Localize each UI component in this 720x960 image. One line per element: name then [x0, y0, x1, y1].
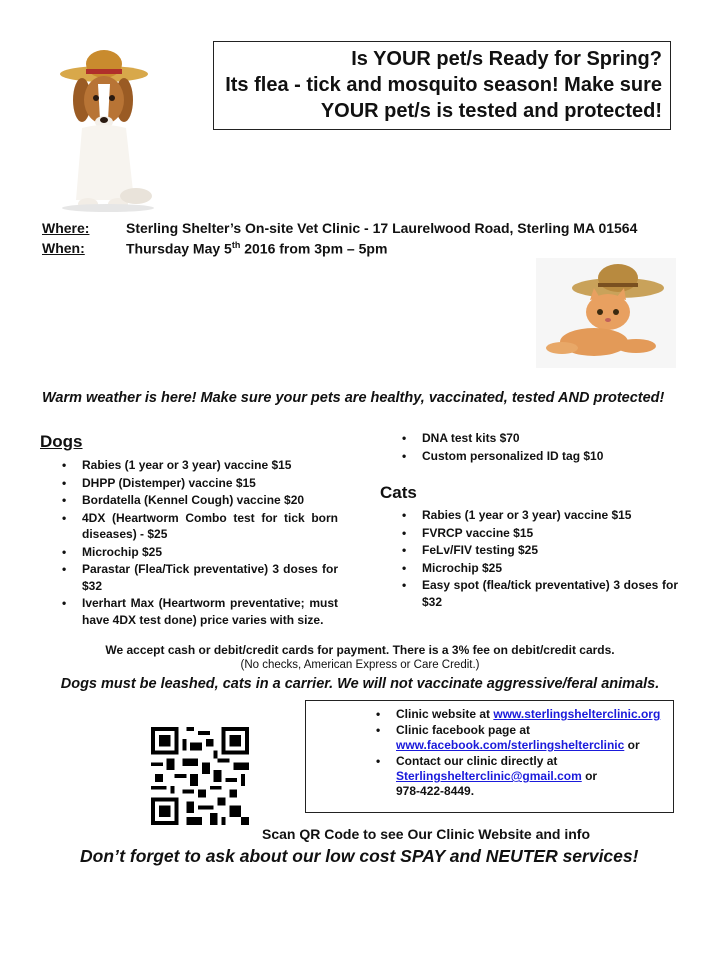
- cat-sombrero-image: [536, 258, 676, 368]
- when-date: Thursday May 5: [126, 240, 232, 257]
- facebook-suffix: or: [624, 738, 640, 752]
- header-box: [213, 41, 671, 130]
- dogs-services-list-continued: [398, 430, 688, 465]
- email-label: Contact our clinic directly at: [396, 754, 558, 768]
- list-item: • DHPP (Distemper) vaccine $15: [58, 475, 338, 492]
- email-link[interactable]: Sterlingshelterclinic@gmail.com: [396, 769, 582, 783]
- tagline: Warm weather is here! Make sure your pets are healthy, vaccinated, tested AND protected!: [42, 390, 665, 406]
- header-line-3: YOUR pet/s is tested and protected!: [320, 100, 662, 122]
- list-item: • Bordatella (Kennel Cough) vaccine $20: [58, 492, 338, 509]
- cats-services-list: [398, 507, 678, 611]
- dogs-section-title: Dogs: [40, 432, 83, 451]
- qr-code-image[interactable]: [151, 727, 249, 825]
- contact-list: [372, 707, 663, 799]
- where-label: Where:: [42, 220, 90, 236]
- email-suffix: or: [581, 769, 598, 783]
- facebook-label: Clinic facebook page at: [396, 723, 531, 737]
- payment-info: We accept cash or debit/credit cards for payment. There is a 3% fee on debit/credit cards.: [105, 643, 615, 657]
- list-item: • FVRCP vaccine $15: [398, 525, 678, 542]
- list-item: • FeLv/FIV testing $25: [398, 542, 678, 559]
- dogs-services-list: [58, 457, 338, 629]
- list-item: • Rabies (1 year or 3 year) vaccine $15: [398, 507, 678, 524]
- phone-number: 978-422-8449.: [396, 784, 475, 798]
- cats-section-title: Cats: [380, 483, 417, 502]
- qr-caption: Scan QR Code to see Our Clinic Website and info: [262, 826, 591, 842]
- list-item: • Rabies (1 year or 3 year) vaccine $15: [58, 457, 338, 474]
- website-link[interactable]: www.sterlingshelterclinic.org: [493, 707, 661, 721]
- where-value: Sterling Shelter’s On-site Vet Clinic - 17 Laurelwood Road, Sterling MA 01564: [126, 220, 638, 236]
- website-label: Clinic website at: [396, 707, 494, 721]
- when-label: When:: [42, 240, 85, 256]
- facebook-link[interactable]: www.facebook.com/sterlingshelterclinic: [396, 738, 625, 752]
- list-item: • Easy spot (flea/tick preventative) 3 doses for $32: [398, 577, 678, 610]
- contact-website: [372, 707, 663, 722]
- contact-box: [305, 700, 674, 813]
- when-value: [126, 240, 387, 257]
- closing-message: Don’t forget to ask about our low cost SPAY and NEUTER services!: [80, 846, 639, 866]
- payment-note: (No checks, American Express or Care Credit.): [240, 659, 480, 671]
- header-line-2: Its flea - tick and mosquito season! Make sure: [225, 74, 662, 96]
- list-item: • Microchip $25: [58, 544, 338, 561]
- list-item: • Custom personalized ID tag $10: [398, 448, 688, 465]
- when-time: 2016 from 3pm – 5pm: [240, 240, 388, 257]
- dog-sombrero-image: [52, 40, 172, 218]
- clinic-rules: Dogs must be leashed, cats in a carrier. We will not vaccinate aggressive/feral animals.: [60, 676, 660, 692]
- contact-email: [372, 754, 663, 799]
- list-item: • Iverhart Max (Heartworm preventative; must have 4DX test done) price varies with size.: [58, 595, 338, 628]
- header-line-1: Is YOUR pet/s Ready for Spring?: [351, 48, 662, 70]
- contact-facebook: [372, 723, 663, 753]
- list-item: • 4DX (Heartworm Combo test for tick born diseases) - $25: [58, 510, 338, 543]
- list-item: • Microchip $25: [398, 560, 678, 577]
- when-date-suffix: th: [231, 240, 241, 250]
- list-item: • Parastar (Flea/Tick preventative) 3 doses for $32: [58, 561, 338, 594]
- list-item: • DNA test kits $70: [398, 430, 688, 447]
